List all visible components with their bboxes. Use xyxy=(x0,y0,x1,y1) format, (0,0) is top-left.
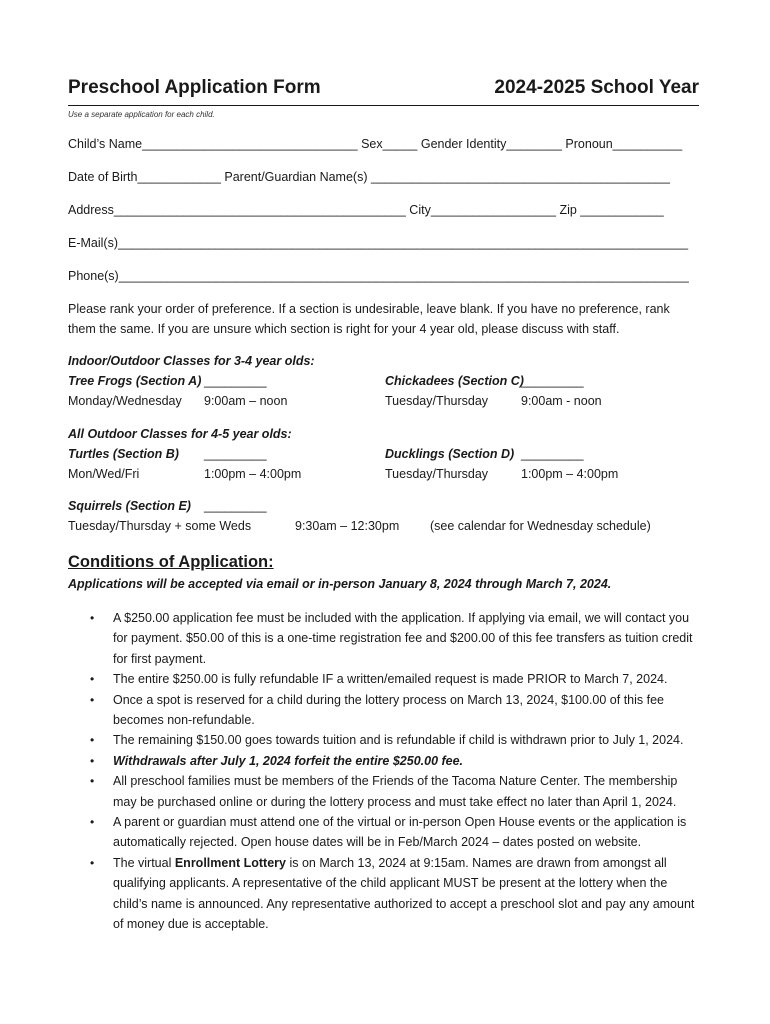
list-item xyxy=(68,608,704,669)
condition-text: A parent or guardian must attend one of the virtual or in-person Open House events or the application is automatically rejected. Open house dates will be in Feb/March 2024 – dates posted on website. xyxy=(113,815,687,850)
condition-text-post: is on March 13, 2024 at 9:15am. Names are drawn from amongst all qualifying applicants. A representative of the child applicant MUST be present at the lottery when the child’s name is announced. Any representative authorized to accept a preschool slot and pay any amount of money due is acceptable. xyxy=(113,855,695,932)
indoor-classes-heading: Indoor/Outdoor Classes for 3-4 year olds: xyxy=(68,354,315,368)
squirrels-schedule-note: (see calendar for Wednesday schedule) xyxy=(430,519,651,533)
bullet-icon: • xyxy=(90,672,95,687)
address-line: Address__________________________________________ City__________________ Zip ____________ xyxy=(68,203,664,217)
email-line: E-Mail(s)__________________________________________________________________________________ xyxy=(68,236,689,250)
squirrels-rank-blank: _________ xyxy=(204,499,267,513)
bullet-icon: • xyxy=(90,733,95,748)
preference-instructions-1: Please rank your order of preference. If a section is undesirable, leave blank. If you have no preference, rank xyxy=(68,302,670,316)
outdoor-classes-heading: All Outdoor Classes for 4-5 year olds: xyxy=(68,427,292,441)
child-info-line: Child’s Name_______________________________ Sex_____ Gender Identity________ Pronoun__________ xyxy=(68,137,683,151)
condition-text: A $250.00 application fee must be included with the application. If applying via email, we will contact you for payment. $50.00 of this is a one-time registration fee and $200.00 of this fee transfers as tuition credit for first payment. xyxy=(113,611,693,666)
condition-text: The remaining $150.00 goes towards tuition and is refundable if child is withdrawn prior to July 1, 2024. xyxy=(113,733,684,748)
list-item xyxy=(68,812,704,853)
ducklings-rank-blank: _________ xyxy=(521,447,584,461)
list-item xyxy=(68,751,704,771)
tree-frogs-days: Monday/Wednesday xyxy=(68,394,182,408)
condition-text: Withdrawals after July 1, 2024 forfeit the entire $250.00 fee. xyxy=(113,753,464,768)
chickadees-days: Tuesday/Thursday xyxy=(385,394,489,408)
ducklings-time: 1:00pm – 4:00pm xyxy=(521,467,619,481)
list-item xyxy=(68,730,704,750)
conditions-subheading: Applications will be accepted via email or in-person January 8, 2024 through March 7, 2024. xyxy=(68,577,612,591)
turtles-rank-blank: _________ xyxy=(204,447,267,461)
tree-frogs-name: Tree Frogs (Section A) xyxy=(68,374,202,388)
school-year: 2024-2025 School Year xyxy=(494,77,699,98)
preference-instructions-2: them the same. If you are unsure which section is right for your 4 year old, please discuss with staff. xyxy=(68,322,620,336)
bullet-icon: • xyxy=(90,692,95,707)
turtles-name: Turtles (Section B) xyxy=(68,447,179,461)
separate-application-note: Use a separate application for each child. xyxy=(68,110,215,119)
enrollment-lottery-label: Enrollment Lottery xyxy=(174,855,286,870)
condition-text: All preschool families must be members of the Friends of the Tacoma Nature Center. The membership may be purchased online or during the lottery process and must take effect no later than April 1, 2024. xyxy=(113,774,678,809)
bullet-icon: • xyxy=(90,815,95,830)
turtles-days: Mon/Wed/Fri xyxy=(68,467,140,481)
bullet-icon: • xyxy=(90,753,95,768)
tree-frogs-rank-blank: _________ xyxy=(204,374,267,388)
squirrels-days: Tuesday/Thursday + some Weds xyxy=(68,519,252,533)
list-item xyxy=(68,690,704,731)
bullet-icon: • xyxy=(90,855,95,870)
bullet-icon: • xyxy=(90,774,95,789)
condition-text-pre: The virtual xyxy=(113,855,175,870)
ducklings-name: Ducklings (Section D) xyxy=(385,447,515,461)
chickadees-name: Chickadees (Section C) xyxy=(385,374,524,388)
title-row xyxy=(68,77,699,106)
list-item xyxy=(68,771,704,812)
form-title: Preschool Application Form xyxy=(68,77,321,98)
condition-text: Once a spot is reserved for a child during the lottery process on March 13, 2024, $100.00 of this fee becomes non-refundable. xyxy=(113,692,665,728)
squirrels-time: 9:30am – 12:30pm xyxy=(295,519,400,533)
chickadees-rank-blank: _________ xyxy=(521,374,584,388)
birth-parent-line: Date of Birth____________ Parent/Guardian Name(s) ___________________________________________ xyxy=(68,170,670,184)
bullet-icon: • xyxy=(90,611,95,625)
condition-text: The entire $250.00 is fully refundable IF a written/emailed request is made PRIOR to March 7, 2024. xyxy=(113,672,668,687)
ducklings-days: Tuesday/Thursday xyxy=(385,467,489,481)
tree-frogs-time: 9:00am – noon xyxy=(204,394,288,408)
conditions-heading: Conditions of Application: xyxy=(68,553,274,571)
turtles-time: 1:00pm – 4:00pm xyxy=(204,467,302,481)
phone-line: Phone(s)__________________________________________________________________________________ xyxy=(68,269,689,283)
list-item xyxy=(68,669,704,689)
chickadees-time: 9:00am - noon xyxy=(521,394,602,408)
squirrels-name: Squirrels (Section E) xyxy=(68,499,191,513)
conditions-list xyxy=(68,608,704,935)
list-item xyxy=(68,853,704,935)
